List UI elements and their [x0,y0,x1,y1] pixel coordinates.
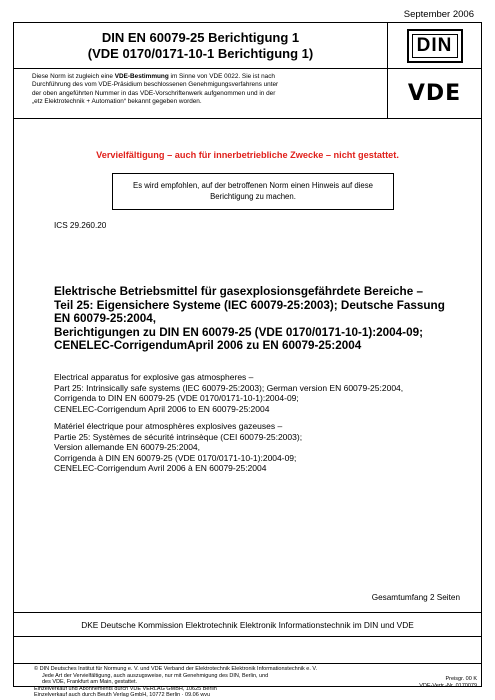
notice-text: Durchführung des vom VDE-Präsidium beschlossenen Genehmigungsverfahrens unter [32,81,279,89]
notice-text: im Sinne von VDE 0022. Sie ist nach [168,73,275,80]
footer-divider [14,663,481,664]
german-title-line: CENELEC-CorrigendumApril 2006 zu EN 60079-25:2004 [54,339,362,353]
recommendation-text: Berichtigung zu machen. [210,192,296,201]
reproduction-warning: Vervielfältigung – auch für innerbetriebliche Zwecke – nicht gestattet. [96,150,399,160]
footer-text: Einzelverkauf auch durch Beuth Verlag GmbH, 10772 Berlin · 09.06 wvu [34,692,211,699]
notice-bold-term: VDE-Bestimmung [114,73,169,80]
english-title [54,372,474,414]
publication-date: September 2006 [403,9,474,20]
vde-order-number: VDE-Vertr.-Nr. 0170079 [419,682,477,689]
copyright-footer [34,666,409,699]
footer-text: des VDE, Frankfurt am Main, gestattet. [42,679,138,686]
notice-text: Diese Norm ist zugleich eine [32,73,115,80]
footer-text: Einzelverkauf und Abonnements durch VDE VERLAG GMBH, 10625 Berlin [34,685,217,692]
dke-divider-top [14,612,481,613]
vde-notice [14,69,387,118]
english-title-line: Electrical apparatus for explosive gas atmospheres – [54,372,254,382]
din-logo [387,23,482,68]
standard-number: DIN EN 60079-25 Berichtigung 1 [101,29,300,45]
recommendation-box [112,173,394,210]
french-title-line: Version allemande EN 60079-25:2004, [54,442,201,452]
german-title-line: Elektrische Betriebsmittel für gasexplosionsgefährdete Bereiche – [54,285,423,298]
french-title-line: Matériel électrique pour atmosphères explosives gazeuses – [54,421,283,431]
english-title-line: CENELEC-Corrigendum April 2006 to EN 60079-25:2004 [54,403,270,414]
document-title-block [14,23,387,68]
vde-logo: VDE [407,81,462,106]
notice-divider [14,118,481,119]
french-title [54,421,474,474]
price-info [407,676,477,689]
german-title-line: EN 60079-25:2004, [54,312,157,326]
price-group: Preisgr. 00 K [445,676,477,682]
notice-text: „etz Elektrotechnik + Automation“ bekannt gegeben worden. [32,98,202,106]
footer-text: © DIN Deutsches Institut für Normung e. V. und VDE Verband der Elektrotechnik Elektronik Informationstechnik e. V. [34,666,318,672]
din-logo-icon [407,29,463,63]
footer-text: Jede Art der Vervielfältigung, auch auszugsweise, nur mit Genehmigung des DIN, Berlin, und [42,672,269,679]
french-title-line: CENELEC-Corrigendum Avril 2006 à EN 60079-25:2004 [54,463,267,473]
vde-classification: (VDE 0170/0171-10-1 Berichtigung 1) [87,45,314,61]
english-title-line: Corrigenda to DIN EN 60079-25 (VDE 0170/0171-10-1):2004-09; [54,393,299,403]
ics-code: ICS 29.260.20 [54,221,107,230]
german-title [54,285,474,353]
german-title-line: Teil 25: Eigensichere Systeme (IEC 60079-25:2003); Deutsche Fassung [54,298,445,312]
french-title-line: Partie 25: Systèmes de sécurité intrinsèque (CEI 60079-25:2003); [54,431,303,442]
din-logo-text: DIN [413,36,457,56]
dke-divider-bottom [14,636,481,637]
document-frame [13,22,482,699]
total-pages: Gesamtumfang 2 Seiten [371,593,460,602]
dke-committee: DKE Deutsche Kommission Elektrotechnik Elektronik Informationstechnik im DIN und VDE [81,620,414,630]
english-title-line: Part 25: Intrinsically safe systems (IEC 60079-25:2003); German version EN 60079-25:2004, [54,382,404,393]
german-title-line: Berichtigungen zu DIN EN 60079-25 (VDE 0170/0171-10-1):2004-09; [54,325,423,339]
french-title-line: Corrigenda à DIN EN 60079-25 (VDE 0170/0171-10-1):2004-09; [54,452,297,463]
recommendation-text: Es wird empfohlen, auf der betroffenen Norm einen Hinweis auf diese [133,181,373,190]
notice-text: der oben angeführten Nummer in das VDE-Vorschriftenwerk aufgenommen und in der [32,89,276,97]
